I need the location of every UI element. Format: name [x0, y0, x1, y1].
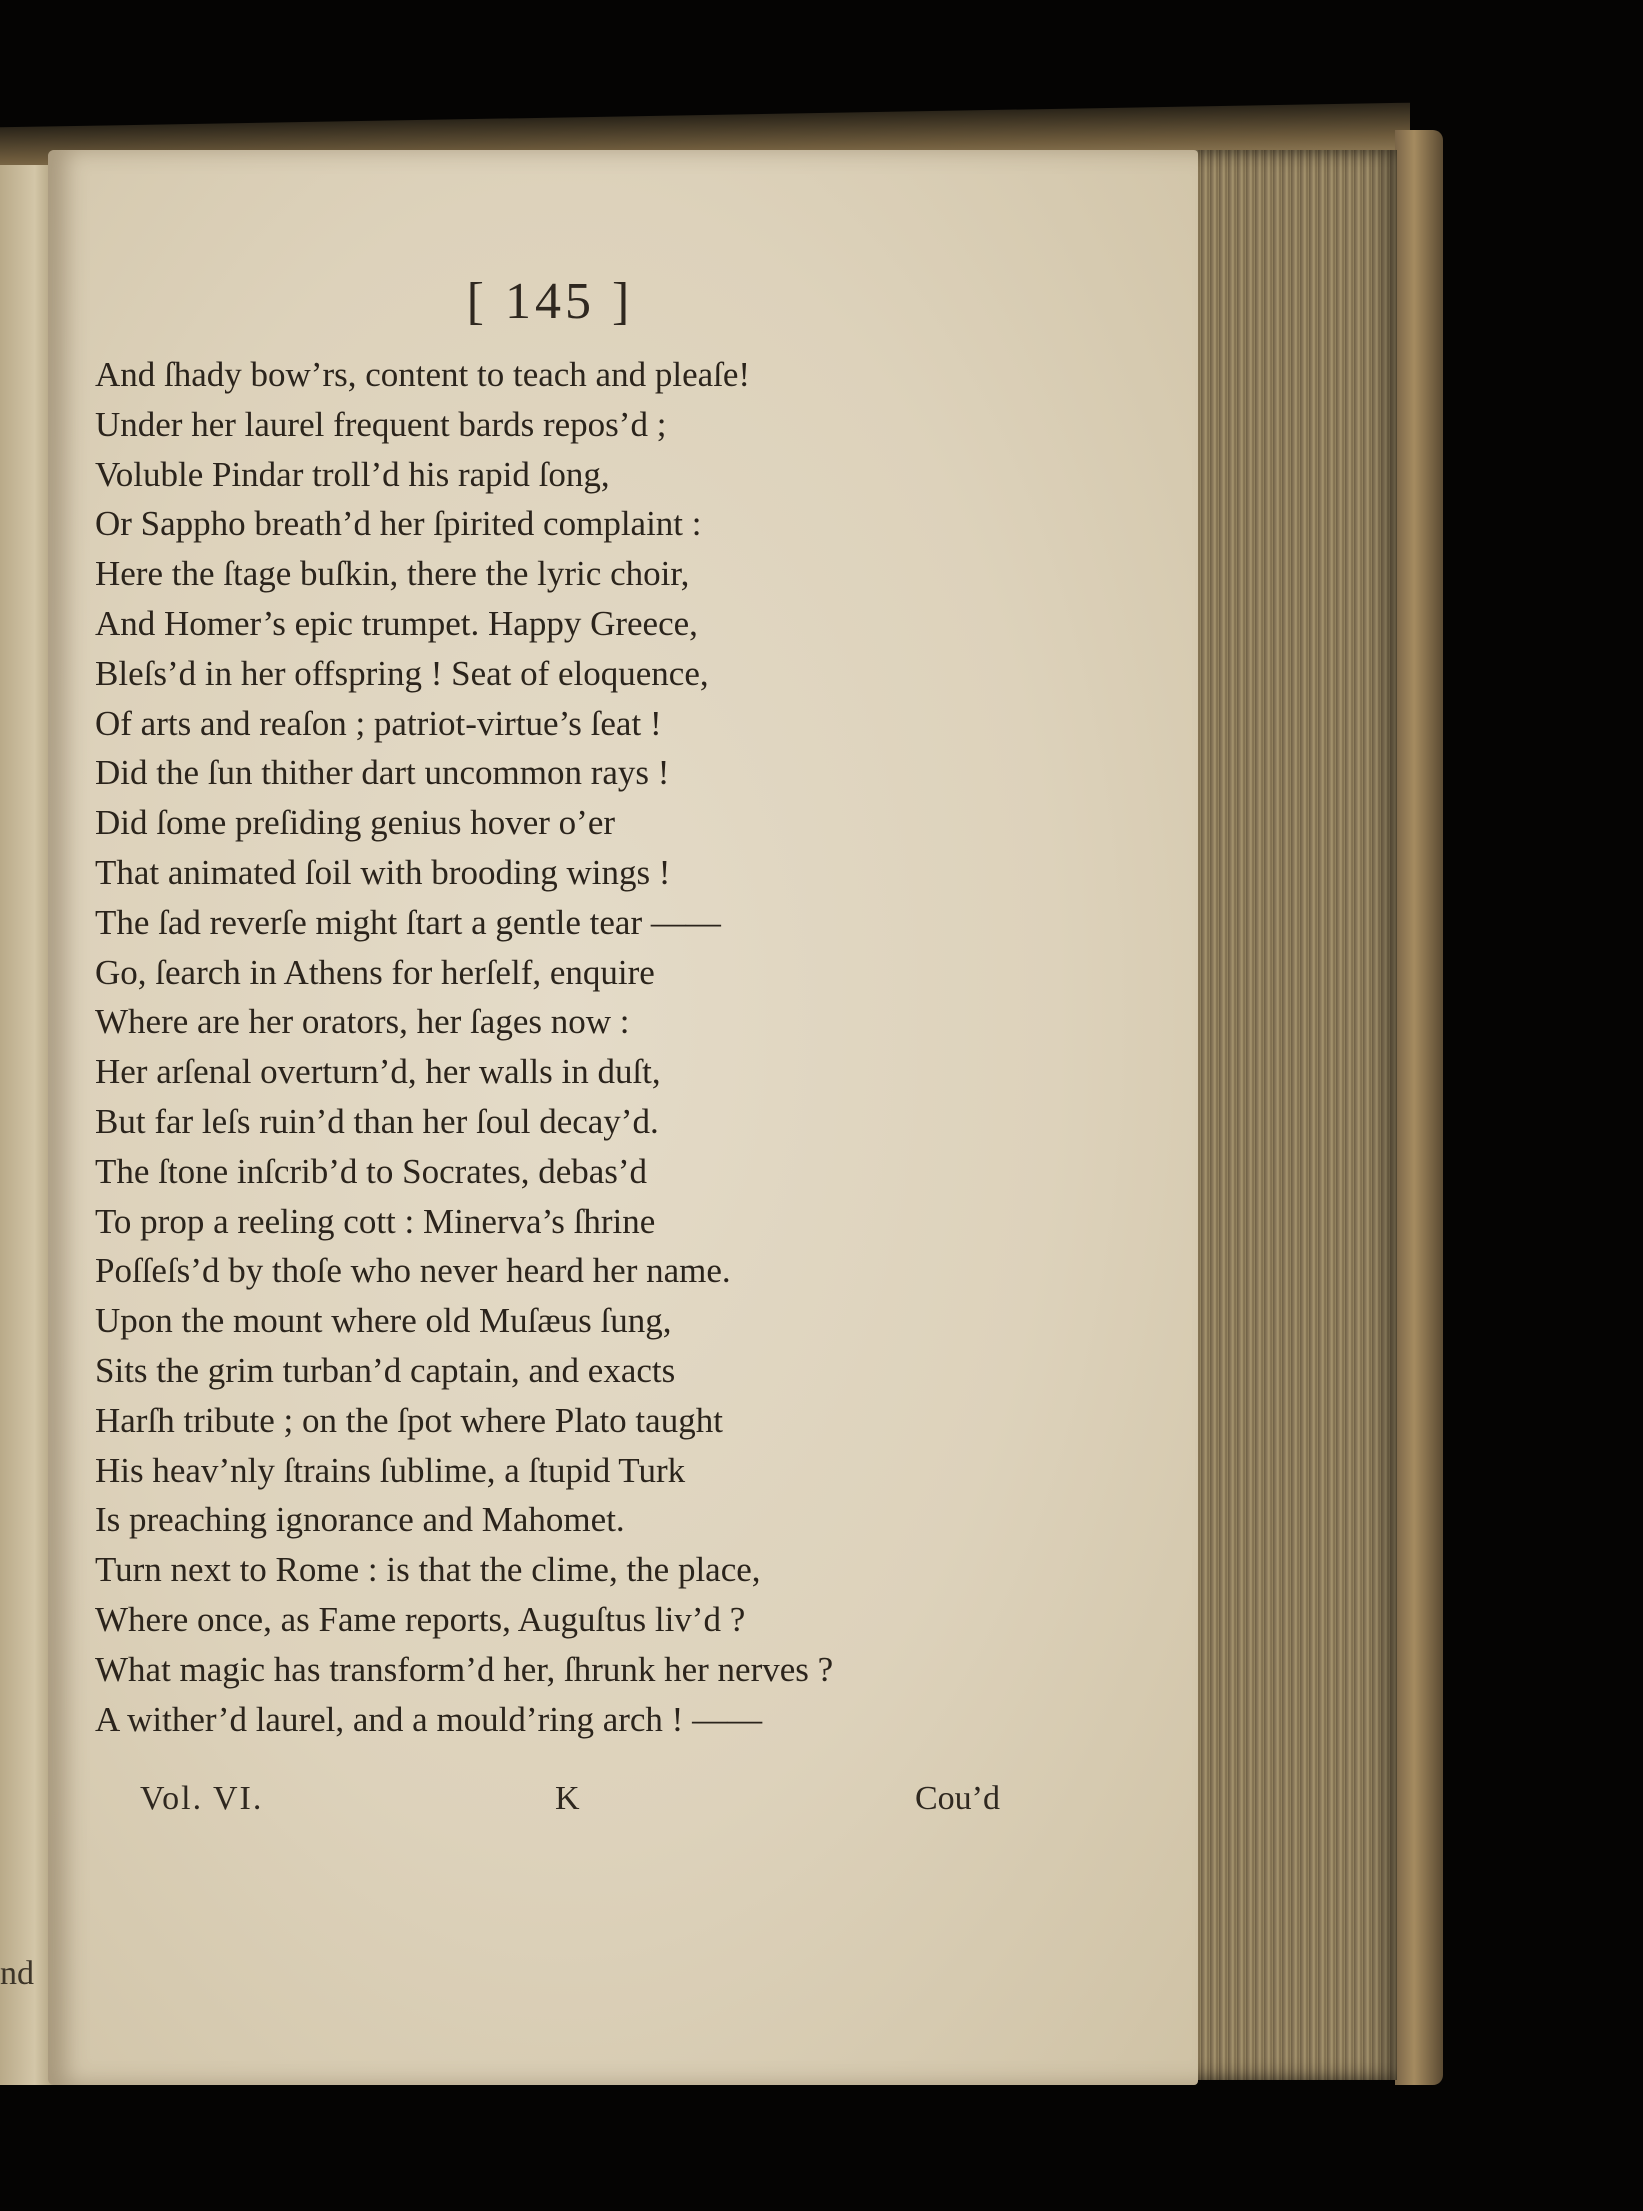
verse-line: But far leſs ruin’d than her ſoul decay’d.	[95, 1101, 659, 1141]
verse-line: Of arts and reaſon ; patriot-virtue’s ſeat !	[95, 703, 662, 743]
verse-line: And Homer’s epic trumpet. Happy Greece,	[95, 603, 698, 643]
verse-line: His heav’nly ſtrains ſublime, a ſtupid Turk	[95, 1450, 686, 1490]
verse-block	[95, 350, 995, 1744]
signature-mark: K	[555, 1780, 580, 1817]
verse-line: The ſtone inſcrib’d to Socrates, debas’d	[95, 1151, 648, 1191]
book-cover-edge	[1395, 130, 1443, 2085]
verse-line: Where are her orators, her ſages now :	[95, 1002, 630, 1042]
verse-line: Poſſeſs’d by thoſe who never heard her name.	[95, 1251, 731, 1291]
volume-label: Vol. VI.	[140, 1780, 264, 1817]
verse-line: Her arſenal overturn’d, her walls in duſt,	[95, 1052, 661, 1092]
page-footer	[140, 1780, 1000, 1830]
verse-line: Where once, as Fame reports, Auguſtus liv’d ?	[95, 1599, 746, 1639]
catchword: Cou’d	[915, 1780, 1000, 1817]
verse-line: Harſh tribute ; on the ſpot where Plato taught	[95, 1400, 723, 1440]
verse-line: That animated ſoil with brooding wings !	[95, 852, 671, 892]
verse-line: Bleſs’d in her offspring ! Seat of eloquence,	[95, 653, 709, 693]
verse-line: Or Sappho breath’d her ſpirited complaint :	[95, 504, 702, 544]
verse-line: Turn next to Rome : is that the clime, the place,	[95, 1550, 761, 1590]
verse-line: What magic has transform’d her, ſhrunk her nerves ?	[95, 1649, 834, 1689]
verse-line: Did the ſun thither dart uncommon rays !	[95, 753, 670, 793]
verse-line: And ſhady bow’rs, content to teach and pleaſe!	[95, 355, 751, 394]
verse-line: Is preaching ignorance and Mahomet.	[95, 1500, 625, 1540]
verse-line: Here the ſtage buſkin, there the lyric choir,	[95, 554, 690, 594]
verse-line: To prop a reeling cott : Minerva’s ſhrine	[95, 1201, 656, 1241]
verse-line: Did ſome preſiding genius hover o’er	[95, 803, 616, 843]
verse-line: The ſad reverſe might ſtart a gentle tear ——	[95, 902, 721, 942]
facing-page-fragment: nd	[0, 1955, 34, 1992]
verse-line: Go, ſearch in Athens for herſelf, enquire	[95, 952, 655, 992]
verse-line: Upon the mount where old Muſæus ſung,	[95, 1301, 672, 1341]
verse-line: Under her laurel frequent bards repos’d ;	[95, 404, 667, 444]
verse-line: Sits the grim turban’d captain, and exacts	[95, 1350, 676, 1390]
verse-line: Voluble Pindar troll’d his rapid ſong,	[95, 454, 610, 494]
verse-line: A wither’d laurel, and a mould’ring arch ! ——	[95, 1699, 763, 1739]
page-block-fore-edge	[1165, 150, 1397, 2080]
page-number-header: [ 145 ]	[466, 273, 634, 330]
